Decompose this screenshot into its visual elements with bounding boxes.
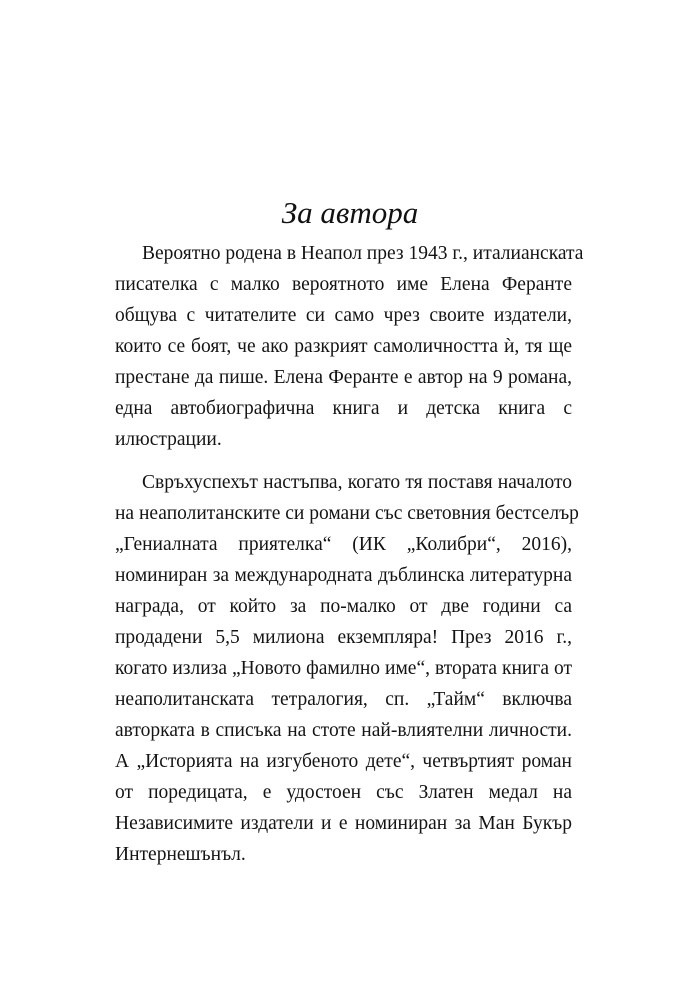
text-line: „Гениалната приятелка“ (ИК „Колибри“, 2016), — [115, 534, 572, 555]
text-line: писателка с малко вероятното име Елена Феранте — [115, 274, 572, 295]
text-line: продадени 5,5 милиона екземпляра! През 2016 г., — [115, 627, 572, 648]
text-line: А „Историята на изгубеното дете“, четвъртият роман — [115, 751, 572, 772]
text-line: Вероятно родена в Неапол през 1943 г., италианската — [142, 243, 584, 264]
text-line: Независимите издатели и е номиниран за Ман Букър — [115, 813, 572, 834]
text-line: илюстрации. — [115, 429, 222, 450]
text-line: престане да пише. Елена Феранте е автор на 9 романа, — [115, 367, 572, 388]
text-line: неаполитанската тетралогия, сп. „Тайм“ включва — [115, 689, 572, 710]
text-line: които се боят, че ако разкрият самоличността ѝ, тя ще — [115, 336, 572, 357]
text-line: награда, от който за по-малко от две години са — [115, 596, 572, 617]
text-line: на неаполитанските си романи със световния бестселър — [115, 503, 579, 524]
page-title: За автора — [281, 195, 419, 230]
paragraph-2 — [115, 467, 579, 870]
paragraph-1 — [115, 238, 584, 455]
text-line: когато излиза „Новото фамилно име“, втората книга от — [115, 658, 572, 679]
text-line: номиниран за международната дъблинска литературна — [115, 565, 572, 586]
text-line: авторката в списъка на стоте най-влиятелни личности. — [115, 720, 572, 741]
text-line: Интернешънъл. — [115, 844, 246, 865]
text-line: от поредицата, е удостоен със Златен медал на — [115, 782, 572, 803]
text-line: общува с читателите си само чрез своите издатели, — [115, 305, 572, 326]
text-line: една автобиографична книга и детска книга с — [115, 398, 572, 419]
text-line: Свръхуспехът настъпва, когато тя поставя началото — [142, 472, 572, 493]
